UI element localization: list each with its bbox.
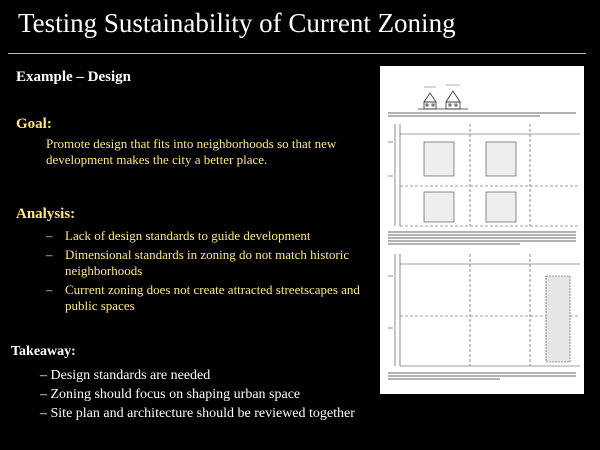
- analysis-item: [46, 247, 376, 279]
- analysis-item-text: Current zoning does not create attracted streetscapes and public spaces: [65, 282, 360, 313]
- zoning-diagram-illustration: [380, 66, 584, 394]
- caption-text-block: [388, 232, 576, 244]
- slide-title: Testing Sustainability of Current Zoning: [18, 8, 456, 38]
- takeaway-item: [40, 404, 460, 423]
- analysis-heading: Analysis:: [16, 206, 76, 222]
- analysis-item-text: Dimensional standards in zoning do not match historic neighborhoods: [65, 247, 350, 278]
- dash-marker: –: [40, 406, 47, 421]
- building-elevation-sketch: [418, 85, 468, 109]
- analysis-list: [46, 228, 376, 317]
- dash-marker: –: [46, 282, 53, 297]
- dash-marker: –: [40, 368, 47, 383]
- zoning-diagram-page: [380, 66, 584, 394]
- takeaway-item-text: Design standards are needed: [50, 368, 211, 383]
- analysis-item-text: Lack of design standards to guide development: [65, 228, 311, 243]
- site-plan-bottom: [388, 254, 580, 366]
- title-divider: [8, 53, 586, 54]
- takeaway-item-text: Zoning should focus on shaping urban space: [50, 387, 301, 402]
- goal-text: Promote design that fits into neighborhoods so that new development makes the city a better place.: [46, 136, 337, 167]
- analysis-item: [46, 228, 376, 244]
- takeaway-item-text: Site plan and architecture should be reviewed together: [50, 406, 355, 421]
- goal-heading: Goal:: [16, 116, 52, 132]
- caption-text-block: [388, 373, 576, 379]
- takeaway-heading: Takeaway:: [11, 344, 76, 359]
- site-plan-top: [388, 124, 580, 226]
- dash-marker: –: [40, 387, 47, 402]
- slide-subtitle: Example – Design: [16, 69, 132, 85]
- analysis-item: [46, 282, 376, 314]
- caption-text-block: [388, 113, 576, 116]
- dash-marker: –: [46, 228, 53, 243]
- dash-marker: –: [46, 247, 53, 262]
